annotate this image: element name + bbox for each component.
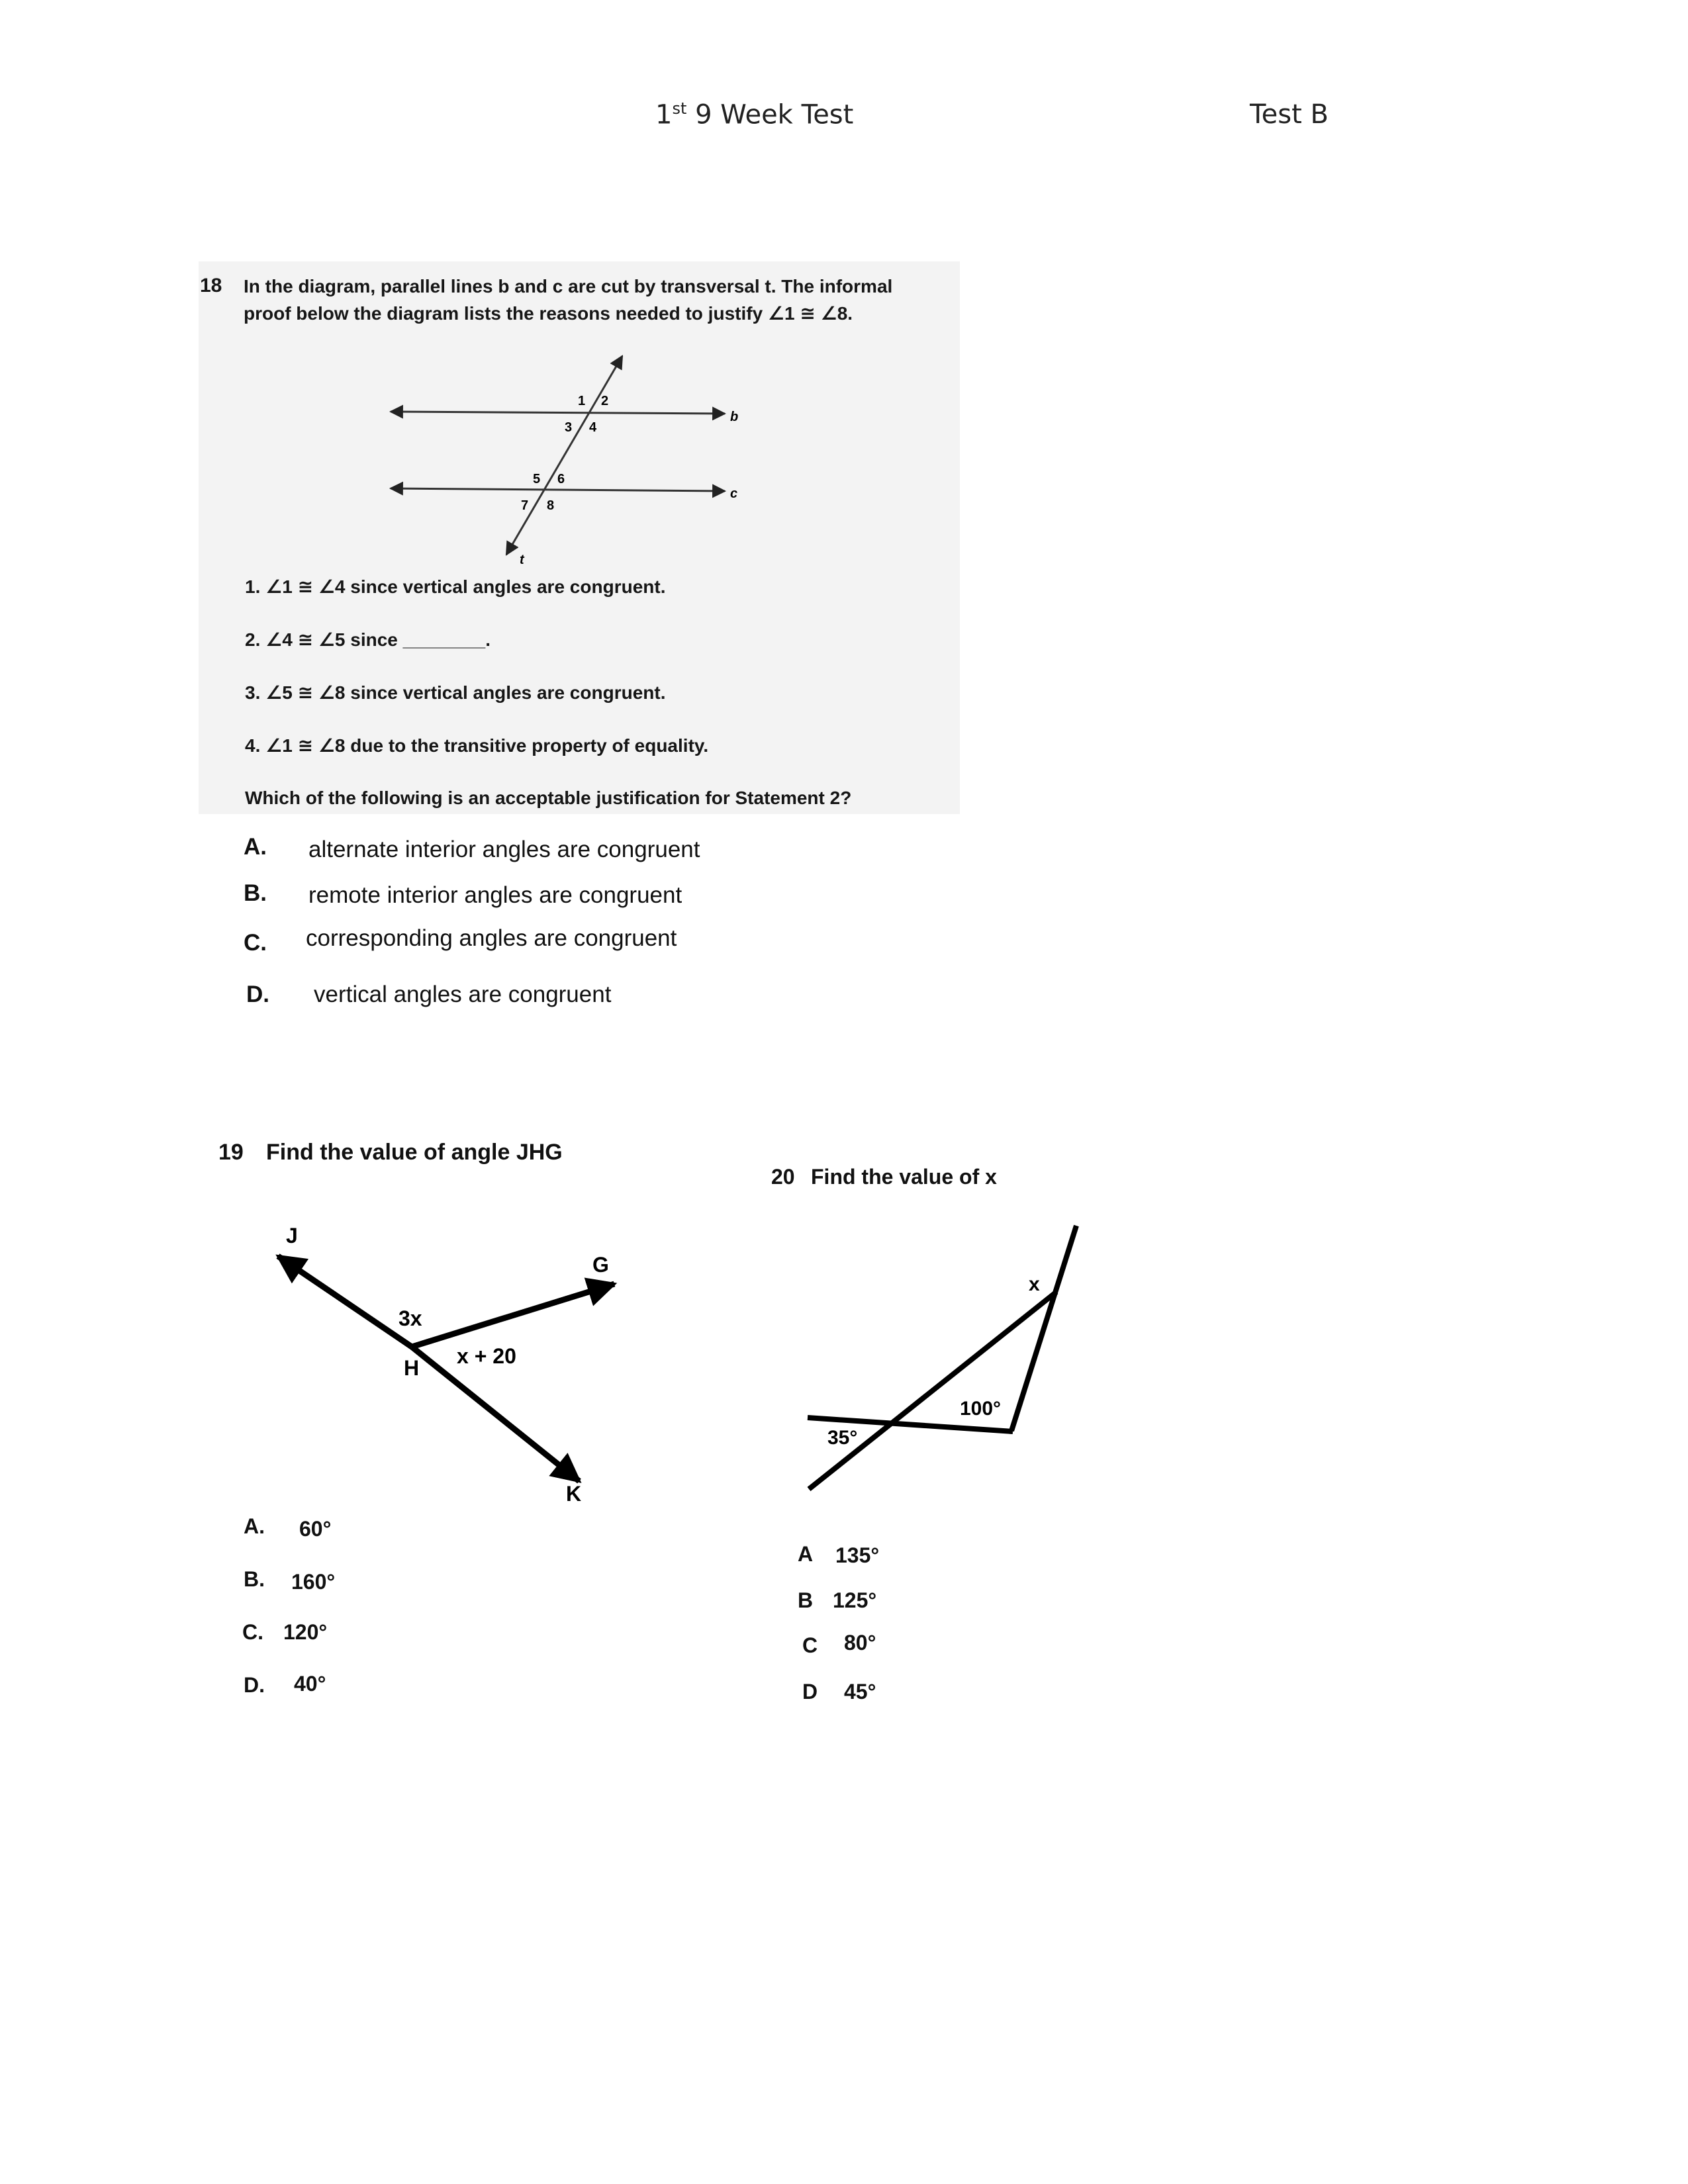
- q19-option-b-letter: B.: [244, 1567, 265, 1591]
- title-number: 1: [655, 99, 673, 130]
- q19-option-a-text: 60°: [299, 1517, 332, 1541]
- label-g: G: [592, 1253, 609, 1277]
- q18-number: 18: [200, 275, 222, 296]
- q20-option-d-letter: D: [802, 1680, 818, 1704]
- q18-option-a-letter: A.: [244, 834, 267, 860]
- q20-option-a-text: 135°: [835, 1543, 880, 1567]
- q18-step-1: 1. ∠1 ≅ ∠4 since vertical angles are congruent.: [245, 576, 666, 597]
- q20-option-c-letter: C: [802, 1633, 818, 1657]
- label-j: J: [286, 1224, 298, 1248]
- angle-label-5: 5: [533, 472, 541, 486]
- q18-option-d-text: vertical angles are congruent: [314, 981, 612, 1007]
- q20-option-c-text: 80°: [844, 1631, 876, 1655]
- q18-step-3: 3. ∠5 ≅ ∠8 since vertical angles are congruent.: [245, 682, 666, 703]
- angle-3x: 3x: [399, 1306, 422, 1330]
- q18-option-c-text: corresponding angles are congruent: [306, 925, 677, 951]
- label-35: 35°: [827, 1427, 858, 1449]
- title-suffix: st: [672, 99, 687, 118]
- q20-title: Find the value of x: [811, 1165, 997, 1189]
- q19-title: Find the value of angle JHG: [266, 1140, 563, 1165]
- q18-option-c-letter: C.: [244, 930, 267, 956]
- angle-label-7: 7: [521, 498, 529, 513]
- label-t: t: [520, 553, 524, 567]
- q19-option-b-text: 160°: [291, 1570, 336, 1594]
- label-b: b: [730, 410, 739, 424]
- q20-option-b-text: 125°: [833, 1588, 877, 1612]
- q18-option-b-text: remote interior angles are congruent: [308, 882, 682, 908]
- extended-side-top: [1011, 1226, 1076, 1431]
- q19-number: 19: [218, 1140, 244, 1165]
- q20-option-b-letter: B: [798, 1588, 814, 1612]
- q18-prompt-line2: proof below the diagram lists the reasons needed to justify ∠1 ≅ ∠8.: [244, 303, 853, 324]
- angle-label-3: 3: [565, 420, 573, 435]
- q19-option-a-letter: A.: [244, 1514, 265, 1538]
- test-label: Test B: [1250, 99, 1329, 130]
- q19-option-c-text: 120°: [283, 1620, 328, 1644]
- label-c: c: [730, 486, 738, 501]
- title-rest: 9 Week Test: [695, 99, 854, 130]
- q18-question: Which of the following is an acceptable justification for Statement 2?: [245, 788, 852, 808]
- q19-option-d-text: 40°: [294, 1672, 326, 1696]
- q18-step-2: 2. ∠4 ≅ ∠5 since ________.: [245, 629, 491, 650]
- q18-step-4: 4. ∠1 ≅ ∠8 due to the transitive property of equality.: [245, 735, 709, 756]
- angle-label-4: 4: [589, 420, 597, 435]
- label-h: H: [404, 1356, 420, 1380]
- q19-option-d-letter: D.: [244, 1673, 265, 1697]
- label-k: K: [566, 1482, 582, 1506]
- label-100: 100°: [960, 1398, 1002, 1420]
- angle-label-1: 1: [578, 394, 586, 408]
- angle-label-8: 8: [547, 498, 555, 513]
- q18-option-d-letter: D.: [246, 981, 269, 1007]
- angle-label-2: 2: [601, 394, 609, 408]
- q18-option-a-text: alternate interior angles are congruent: [308, 837, 700, 862]
- hypotenuse-extended: [809, 1292, 1056, 1489]
- q20-option-a-letter: A: [798, 1542, 814, 1566]
- q18-prompt-line1: In the diagram, parallel lines b and c are cut by transversal t. The informal: [244, 276, 893, 296]
- q19-option-c-letter: C.: [242, 1620, 263, 1644]
- angle-label-6: 6: [557, 472, 565, 486]
- q20-number: 20: [771, 1165, 795, 1189]
- label-x: x: [1029, 1273, 1040, 1295]
- angle-x-plus-20: x + 20: [457, 1344, 516, 1368]
- q18-option-b-letter: B.: [244, 880, 267, 906]
- q20-option-d-text: 45°: [844, 1680, 876, 1704]
